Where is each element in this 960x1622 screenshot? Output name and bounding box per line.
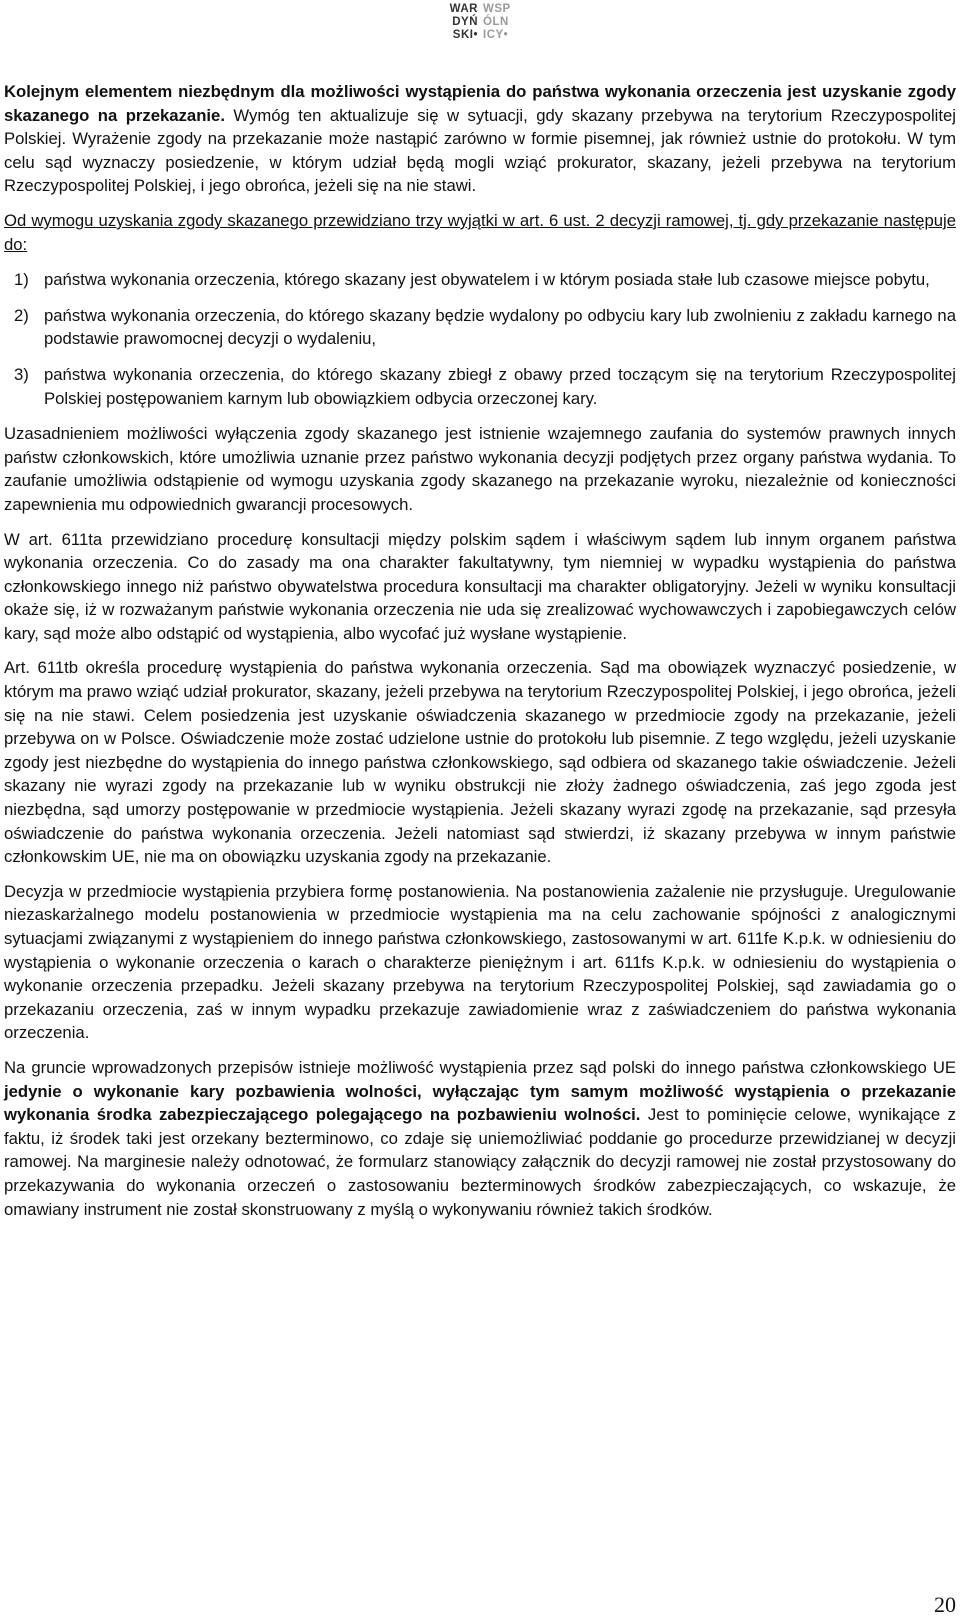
list-item [4, 304, 956, 351]
list-item [4, 363, 956, 410]
logo-text: WSP [483, 3, 511, 15]
paragraph-text: Jest to pominięcie celowe, wynikające z faktu, iż środek taki jest orzekany bezterminowo, co zdaje się uniemożliwiać poddanie go procedurze przewidzianej w decyzji ramowej. Na marginesie należy odnotować, że formularz stanowiący załącznik do decyzji ramowej nie został przystosowany do przekazywania do wykonania orzeczeń o zastosowaniu bezterminowych środków zabezpieczających, co wskazuje, że omawiany instrument nie został skonstruowany z myślą o wykonywaniu również takich środków. [4, 1105, 956, 1219]
logo-text: ICY• [483, 29, 509, 41]
list-item [4, 268, 956, 292]
paragraph-procedure: Art. 611tb określa procedurę wystąpienia do państwa wykonania orzeczenia. Sąd ma obowiązek wyznaczyć posiedzenie, w którym ma prawo wziąć udział prokurator, skazany, jeżeli przebywa na terytorium Rzeczypospolitej Polskiej, i jego obrońca, jeżeli się na nie stawi. Celem posiedzenia jest uzyskanie oświadczenia skazanego w przedmiocie zgody na przekazanie, jeżeli przebywa on w Polsce. Oświadczenie może zostać udzielone ustnie do protokołu lub pisemnie. Z tego względu, jeżeli uzyskanie zgody jest niezbędne do wystąpienia do innego państwa członkowskiego, sąd odbiera od skazanego takie oświadczenie. Jeżeli skazany nie wyrazi zgody na przekazanie lub w wyniku obstrukcji nie złoży żadnego oświadczenia, zaś jego zgoda jest niezbędna, sąd umorzy postępowanie w przedmiocie wystąpienia. Jeżeli skazany wyrazi zgodę na przekazanie, sąd przesyła oświadczenie do państwa wykonania orzeczenia. Jeżeli natomiast sąd stwierdzi, iż skazany przebywa w innym państwie członkowskim UE, nie ma on obowiązku uzyskania zgody na przekazanie. [4, 658, 956, 867]
list-text: państwa wykonania orzeczenia, do którego skazany będzie wydalony po odbyciu kary lub zwolnieniu z zakładu karnego na podstawie prawomocnej decyzji o wydaleniu, [44, 305, 956, 349]
logo-text: WAR [449, 3, 478, 15]
paragraph-justification: Uzasadnieniem możliwości wyłączenia zgody skazanego jest istnienie wzajemnego zaufania do systemów prawnych innych państw członkowskich, które umożliwia uznanie przez państwo wykonania decyzji podjętych przez organy państwa wydania. To zaufanie umożliwia odstąpienie od wymogu uzyskania zgody skazanego na przekazanie wyroku, niezależnie od konieczności zapewnienia mu odpowiednich gwarancji procesowych. [4, 424, 956, 514]
document-body [4, 80, 956, 1232]
paragraph-consultation: W art. 611ta przewidziano procedurę konsultacji między polskim sądem i właściwym sądem lub innym organem państwa wykonania orzeczenia. Co do zasady ma ona charakter fakultatywny, tym niemniej w wypadku wystąpienia do państwa członkowskiego innego niż państwo obywatelstwa procedura konsultacji ma charakter obligatoryjny. Jeżeli w wyniku konsultacji okaże się, iż w rozważanym państwie wykonania orzeczenia nie uda się zrealizować wychowawczych i zapobiegawczych celów kary, sąd może albo odstąpić od wystąpienia, albo wycofać już wysłane wystąpienie. [4, 529, 956, 643]
publisher-logo [434, 3, 530, 43]
logo-text: ÓLN [483, 16, 509, 28]
paragraph-decision: Decyzja w przedmiocie wystąpienia przybiera formę postanowienia. Na postanowienia zażalenie nie przysługuje. Uregulowanie niezaskarżalnego modelu postanowienia w przedmiocie wystąpienia ma na celu zachowanie spójności z analogicznymi sytuacjami związanymi z wystąpieniem do innego państwa członkowskiego, zastosowanymi w art. 611fe K.p.k. w odniesieniu do wystąpienia o wykonanie orzeczenia o karach o charakterze pieniężnym i art. 611fs K.p.k. w odniesieniu do wystąpienia o wykonanie orzeczenia przepadku. Jeżeli skazany przebywa na terytorium Rzeczypospolitej Polskiej, sąd zawiadamia go o przekazaniu orzeczenia, zaś w innym wypadku przekazuje zawiadomienie wraz z zaświadczeniem do państwa wykonania orzeczenia. [4, 881, 956, 1043]
bold-text: Kolejnym elementem niezbędnym dla możliwości wystąpienia do państwa wykonania orzeczenia jest uzyskanie zgody skazanego na przekazanie. [4, 82, 956, 125]
paragraph-scope [4, 1056, 956, 1221]
logo-text: SKI• [452, 29, 478, 41]
list-number: 2) [14, 305, 29, 325]
list-text: państwa wykonania orzeczenia, do którego skazany zbiegł z obawy przed toczącym się na terytorium Rzeczypospolitej Polskiej postępowaniem karnym lub obowiązkiem odbycia orzeczonej kary. [44, 364, 956, 408]
bold-text: jedynie o wykonanie kary pozbawienia wolności, wyłączając tym samym możliwość wystąpienia o przekazanie wykonania środka zabezpieczającego polegającego na pozbawieniu wolności. [4, 1081, 956, 1125]
paragraph-text: Na gruncie wprowadzonych przepisów istnieje możliwość wystąpienia przez sąd polski do innego państwa członkowskiego UE [4, 1057, 956, 1077]
page-number: 20 [934, 1592, 956, 1617]
list-number: 3) [14, 364, 29, 384]
list-text: państwa wykonania orzeczenia, którego skazany jest obywatelem i w którym posiada stałe lub czasowe miejsce pobytu, [44, 270, 930, 290]
paragraph-consent [4, 80, 956, 198]
exceptions-list [4, 268, 956, 410]
logo-text: DYŃ [452, 16, 478, 28]
paragraph-text: Wymóg ten aktualizuje się w sytuacji, gdy skazany przebywa na terytorium Rzeczypospolitej Polskiej. Wyrażenie zgody na przekazanie może nastąpić zarówno w formie pisemnej, jak również ustnie do protokołu. W tym celu sąd wyznaczy posiedzenie, w którym udział będą mogli wziąć prokurator, skazany, jeżeli przebywa na terytorium Rzeczypospolitej Polskiej, i jego obrońca, jeżeli się na nie stawi. [4, 105, 956, 196]
list-number: 1) [14, 270, 29, 290]
paragraph-exceptions-intro: Od wymogu uzyskania zgody skazanego przewidziano trzy wyjątki w art. 6 ust. 2 decyzji ramowej, tj. gdy przekazanie następuje do: [4, 210, 956, 254]
